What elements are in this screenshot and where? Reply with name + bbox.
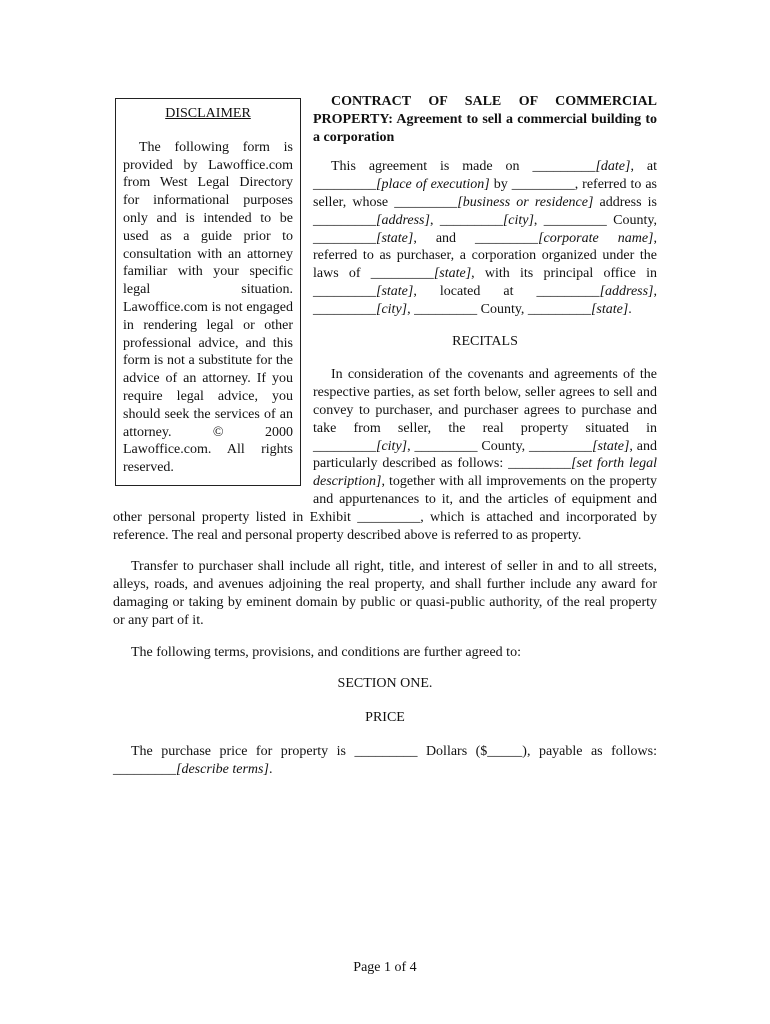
document-content xyxy=(113,93,657,793)
price-paragraph: The purchase price for property is _________ Dollars ($_____), payable as follows: _________[describe terms]. xyxy=(113,743,657,777)
intro-paragraph: This agreement is made on _________[date], at _________[place of execution] by _________, referred to as seller, whose _________[business or residence] address is _________[address], _________[city], _________ County, _________[state], and _________[corporate name], referred to as purchaser, a corporation organized under the laws of _________[state], with its principal office in _________[state], located at _________[address], _________[city], _________ County, _________[state]. xyxy=(313,159,658,317)
disclaimer-body: The following form is provided by Lawoffice.com from West Legal Directory for informational purposes only and is intended to be used as a guide prior to consultation with an attorney familiar with your specific legal situation. Lawoffice.com is not engaged in rendering legal or other professional advice, and this form is not a substitute for the advice of an attorney. If you require legal advice, you should seek the services of an attorney. © 2000 Lawoffice.com. All rights reserved. xyxy=(123,139,293,476)
disclaimer-title: DISCLAIMER xyxy=(165,106,251,121)
page-number: Page 1 of 4 xyxy=(353,960,417,975)
transfer-paragraph: Transfer to purchaser shall include all right, title, and interest of seller in and to all streets, alleys, roads, and avenues adjoining the real property, and shall further include any award for damaging or taking by eminent domain by public or quasi-public authority, of the real property or any part of it. xyxy=(113,559,657,628)
contract-title: CONTRACT OF SALE OF COMMERCIAL PROPERTY: Agreement to sell a commercial building to a corporation xyxy=(313,94,657,145)
disclaimer-box xyxy=(115,98,301,486)
recitals-paragraph: In consideration of the covenants and agreements of the respective parties, as set forth below, seller agrees to sell and convey to purchaser, and purchaser agrees to purchase and take from seller, the real property situated in _________[city], _________ County, _________[state], and particularly described as follows: _________[set forth legal description], together with all improvements on the property and appurtenances to it, and the articles of equipment and other personal property listed in Exhibit _________, which is attached and incorporated by reference. The real and personal property described above is referred to as property. xyxy=(113,367,657,543)
price-heading: PRICE xyxy=(365,710,405,726)
terms-paragraph: The following terms, provisions, and conditions are further agreed to: xyxy=(131,644,521,660)
section-heading: SECTION ONE. xyxy=(337,676,433,692)
recitals-heading: RECITALS xyxy=(452,333,518,349)
